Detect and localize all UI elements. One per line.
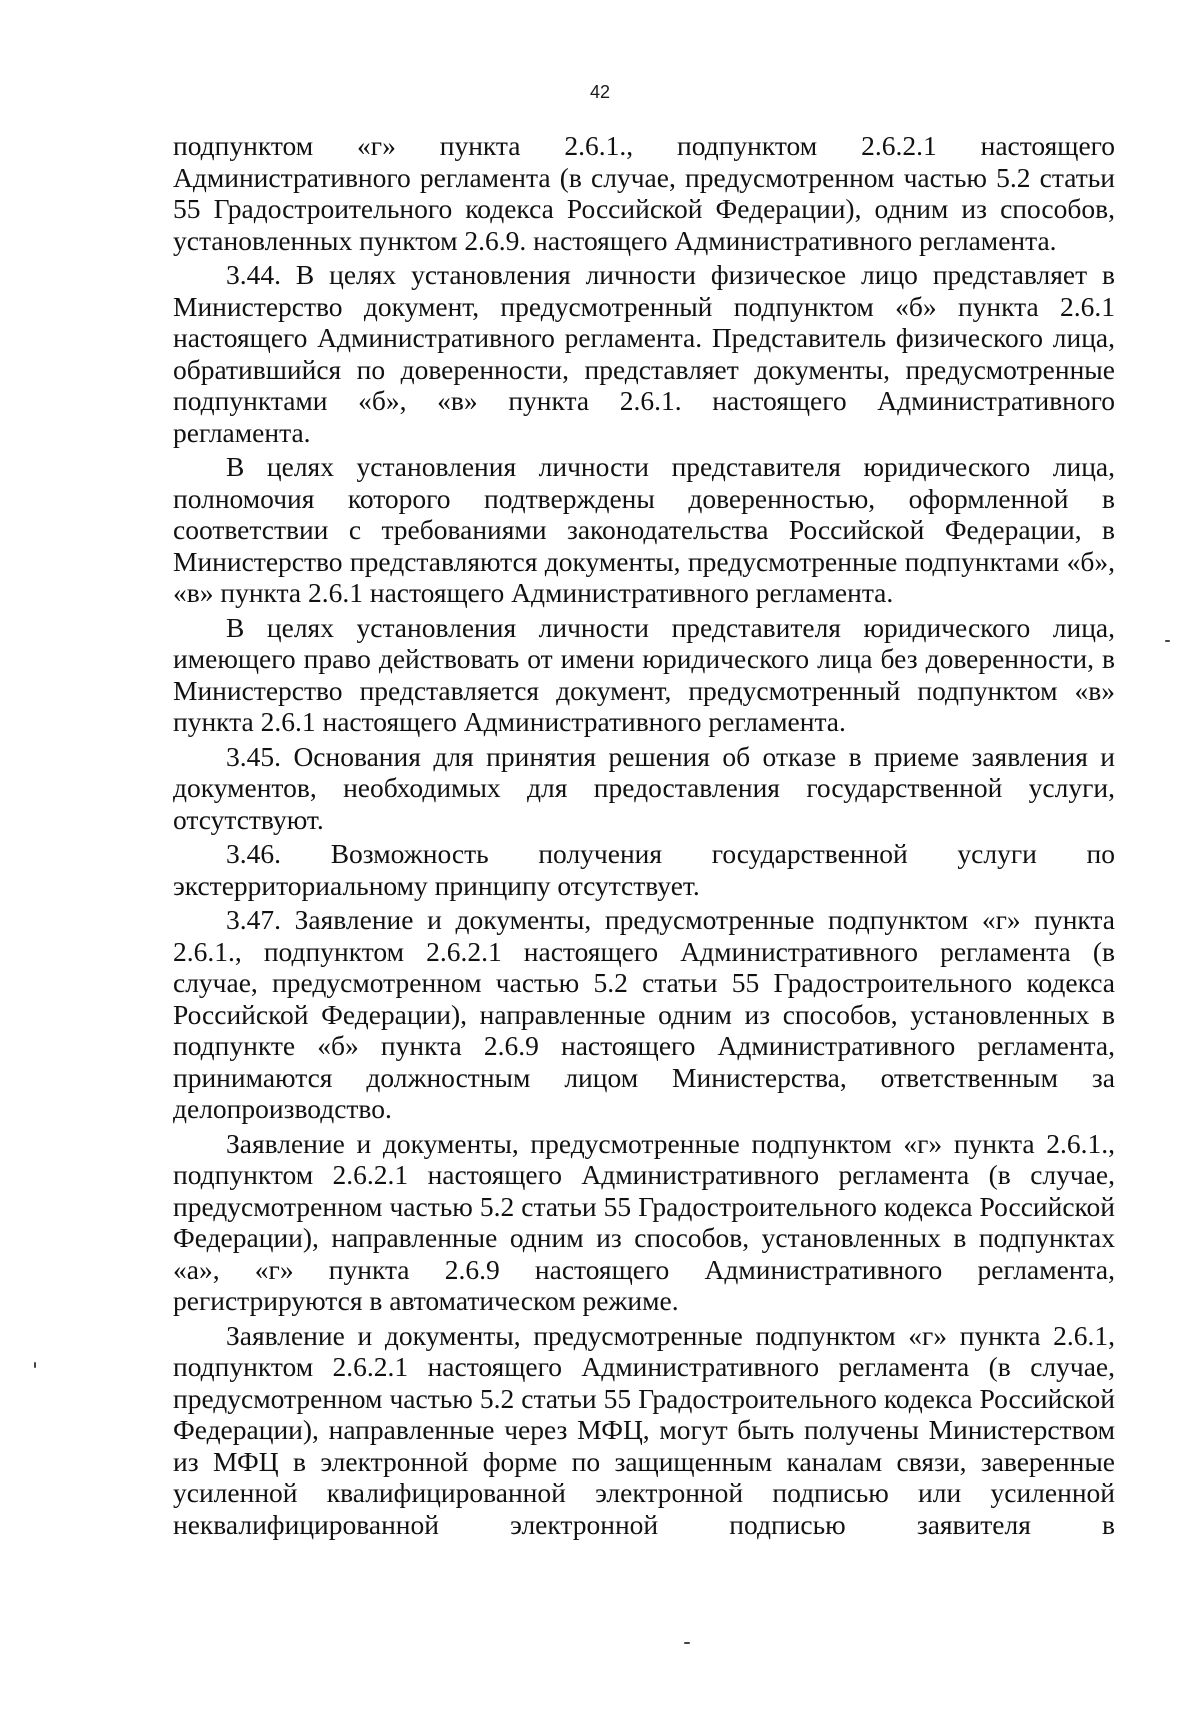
paragraph-mfc-receipt: Заявление и документы, предусмотренные подпунктом «г» пункта 2.6.1, подпунктом 2.6.2.1 настоящего Административного регламента (в случае, предусмотренном частью 5.2 статьи 55 Градостроительного кодекса Российской Федерации), направленные через МФЦ, могут быть получены Министерством из МФЦ в электронной форме по защищенным каналам связи, заверенные усиленной квалифицированной электронной подписью или усиленной неквалифицированной электронной подписью заявителя в (173, 1319, 1115, 1540)
paragraph-legal-representative-no-proxy: В целях установления личности представителя юридического лица, имеющего право действовать от имени юридического лица без доверенности, в Министерство представляется документ, предусмотренный подпунктом «в» пункта 2.6.1 настоящего Административного регламента. (173, 611, 1115, 737)
paragraph-3-45: 3.45. Основания для принятия решения об отказе в приеме заявления и документов, необходимых для предоставления государственной услуги, отсутствуют. (173, 740, 1115, 835)
page-number: 42 (589, 82, 611, 102)
paragraph-3-44: 3.44. В целях установления личности физическое лицо представляет в Министерство документ, предусмотренный подпунктом «б» пункта 2.6.1 настоящего Административного регламента. Представитель физического лица, обратившийся по доверенности, представляет документы, предусмотренные подпунктами «б», «в» пункта 2.6.1. настоящего Административного регламента. (173, 259, 1115, 448)
paragraph-3-46: 3.46. Возможность получения государственной услуги по экстерриториальному принципу отсутствует. (173, 838, 1115, 901)
paragraph-legal-representative-proxy: В целях установления личности представителя юридического лица, полномочия которого подтверждены доверенностью, оформленной в соответствии с требованиями законодательства Российской Федерации, в Министерство представляются документы, предусмотренные подпунктами «б», «в» пункта 2.6.1 настоящего Административного регламента. (173, 451, 1115, 608)
scan-speck (1165, 640, 1170, 642)
paragraph-auto-registration: Заявление и документы, предусмотренные подпунктом «г» пункта 2.6.1., подпунктом 2.6.2.1 настоящего Административного регламента (в случае, предусмотренном частью 5.2 статьи 55 Градостроительного кодекса Российской Федерации), направленные одним из способов, установленных в подпунктах «а», «г» пункта 2.6.9 настоящего Административного регламента, регистрируются в автоматическом режиме. (173, 1127, 1115, 1316)
paragraph-continuation: подпунктом «г» пункта 2.6.1., подпунктом 2.6.2.1 настоящего Административного регламента (в случае, предусмотренном частью 5.2 статьи 55 Градостроительного кодекса Российской Федерации), одним из способов, установленных пунктом 2.6.9. настоящего Административного регламента. (173, 130, 1115, 256)
document-body (173, 130, 1115, 1543)
scan-speck (34, 1362, 36, 1368)
scan-speck (684, 1642, 690, 1644)
paragraph-3-47: 3.47. Заявление и документы, предусмотренные подпунктом «г» пункта 2.6.1., подпунктом 2.6.2.1 настоящего Административного регламента (в случае, предусмотренном частью 5.2 статьи 55 Градостроительного кодекса Российской Федерации), направленные одним из способов, установленных в подпункте «б» пункта 2.6.9 настоящего Административного регламента, принимаются должностным лицом Министерства, ответственным за делопроизводство. (173, 904, 1115, 1124)
